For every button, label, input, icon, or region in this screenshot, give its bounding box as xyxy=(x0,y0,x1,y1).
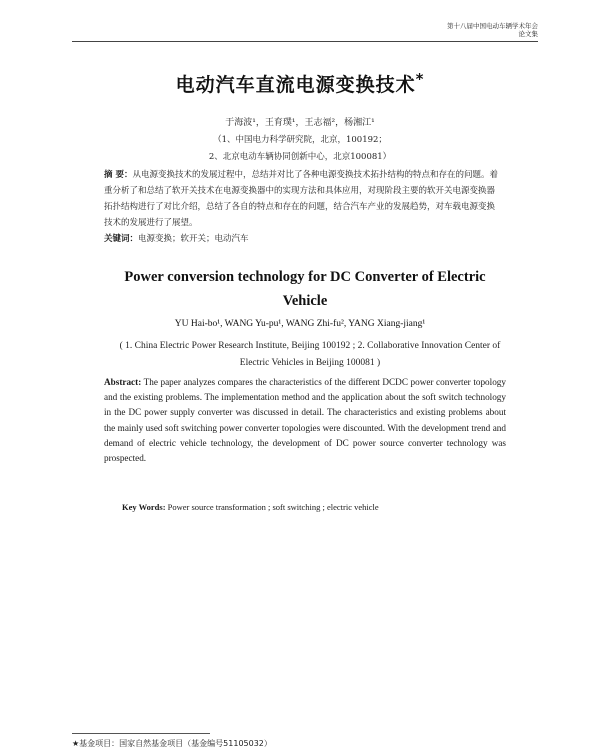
funding-footnote: ★基金项目：国家自然基金项目（基金编号51105032） xyxy=(72,739,272,748)
english-abstract-label: Abstract: xyxy=(104,377,142,387)
chinese-title xyxy=(0,70,600,97)
chinese-abstract-label: 摘 要： xyxy=(104,170,133,180)
chinese-title-text: 电动汽车直流电源变换技术 xyxy=(175,74,416,96)
footnote-rule xyxy=(72,733,210,734)
english-abstract-text: The paper analyzes compares the characteristics of the different DCDC power converter topology and the existing problems. The implementation method and the application about the soft switch technology in the DC power supply converter was discussed in detail. The characteristics and existing problems about the mainly used soft switching power converter topologies were discounted. With the development trend and demand of electric vehicle technology, the development of DC power source converter technology was prospected. xyxy=(104,377,506,464)
chinese-abstract-text: 从电源变换技术的发展过程中，总结并对比了各种电源变换技术拓扑结构的特点和存在的问题。着重分析了和总结了软开关技术在电源变换器中的实现方法和具体应用，对现阶段主要的软开关电源变换器拓扑结构进行了对比介绍，总结了各自的特点和存在的问题，结合汽车产业的发展趋势，对车载电源变换技术的发展进行了展望。 xyxy=(104,170,498,228)
chinese-keywords xyxy=(104,232,502,244)
english-keywords-label: Key Words: xyxy=(122,502,166,512)
header-rule xyxy=(72,41,538,42)
english-keywords-text: Power source transformation ; soft switching ; electric vehicle xyxy=(167,502,379,512)
english-affiliation: ( 1. China Electric Power Research Institute, Beijing 100192 ; 2. Collaborative Innovation Center of Electric Vehicles in Beijing 100081 ) xyxy=(119,341,501,368)
english-authors: YU Hai-bo¹, WANG Yu-pu¹, WANG Zhi-fu², YANG Xiang-jiang¹ xyxy=(174,319,426,329)
chinese-keywords-label: 关键词： xyxy=(104,234,139,244)
chinese-affiliation-2: 2、北京电动车辆协同创新中心，北京100081） xyxy=(208,152,392,162)
header-line-1: 第十八届中国电动车辆学术年会 xyxy=(447,22,538,30)
chinese-keywords-text: 电源变换；软开关；电动汽车 xyxy=(138,234,249,244)
chinese-abstract xyxy=(104,167,502,231)
chinese-affiliation-1: （1、中国电力科学研究院，北京，100192； xyxy=(213,135,387,145)
header-line-2: 论文集 xyxy=(518,30,538,38)
title-footnote-mark: * xyxy=(415,70,425,88)
english-abstract xyxy=(104,375,506,466)
proceedings-header xyxy=(447,22,538,38)
chinese-authors: 于海波¹，王育璞¹，王志福²，杨湘江¹ xyxy=(225,118,375,128)
english-keywords xyxy=(122,502,512,512)
english-title: Power conversion technology for DC Converter of Electric Vehicle xyxy=(124,269,486,309)
